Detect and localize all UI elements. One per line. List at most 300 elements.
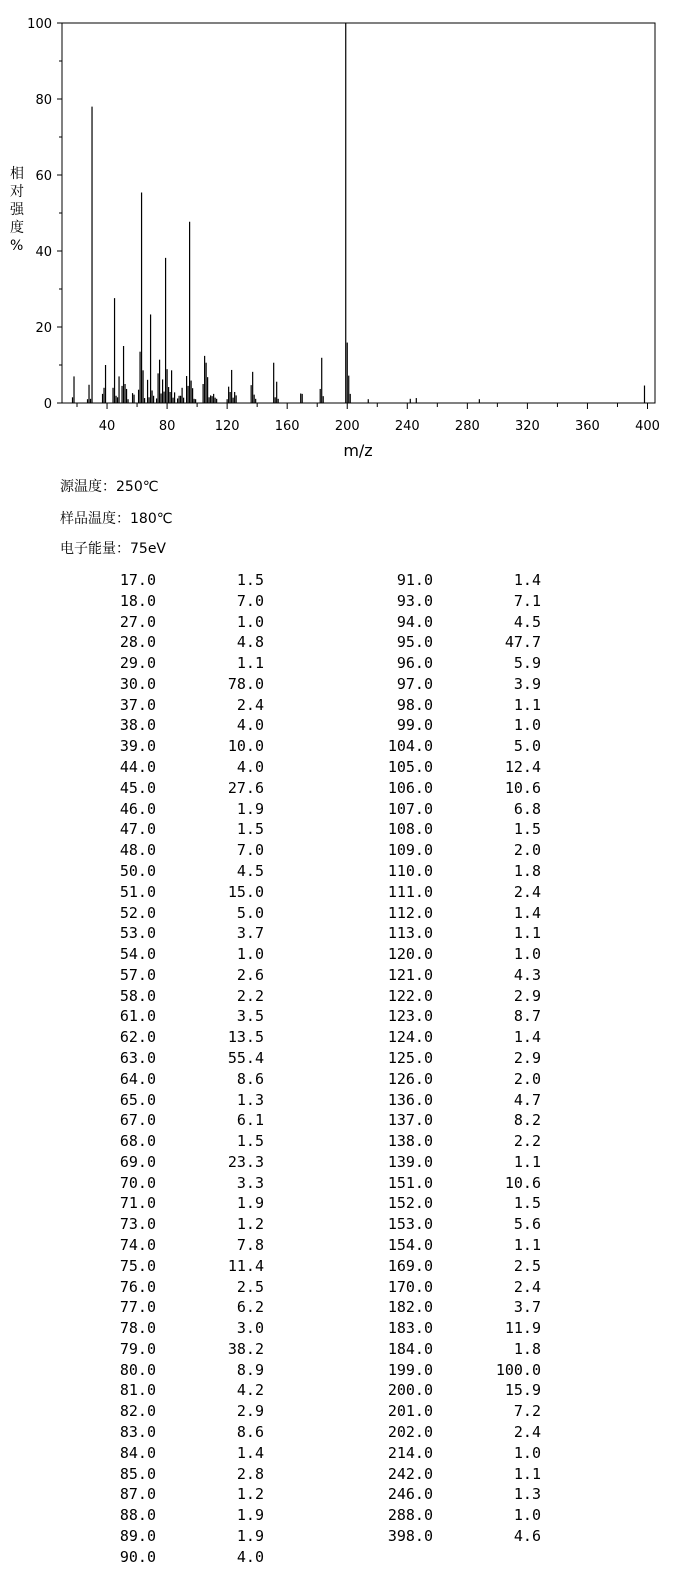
mz-value: 48.0: [119, 841, 156, 860]
table-row: [377, 840, 541, 861]
table-row: [377, 1422, 541, 1443]
table-row: [377, 799, 541, 820]
mz-value: 28.0: [119, 633, 156, 652]
table-row: [100, 1110, 264, 1131]
mz-value: 38.0: [119, 716, 156, 735]
intensity-value: 7.2: [513, 1402, 541, 1421]
mz-value: 104.0: [387, 737, 433, 756]
sample-temperature-value: 180℃: [130, 511, 173, 527]
table-row: [100, 1027, 264, 1048]
mz-value: 200.0: [387, 1381, 433, 1400]
table-row: [377, 653, 541, 674]
table-row: [100, 965, 264, 986]
mz-value: 69.0: [119, 1152, 156, 1171]
table-row: [100, 612, 264, 633]
intensity-value: 4.2: [236, 1381, 264, 1400]
x-tick-label: 120: [214, 419, 240, 434]
table-row: [100, 1526, 264, 1547]
intensity-value: 1.4: [513, 903, 541, 922]
intensity-value: 4.0: [236, 716, 264, 735]
mz-value: 39.0: [119, 737, 156, 756]
y-tick-label: 0: [43, 397, 52, 412]
intensity-value: 27.6: [227, 778, 264, 797]
mz-value: 18.0: [119, 591, 156, 610]
table-row: [377, 612, 541, 633]
y-axis-label: [10, 165, 25, 254]
table-row: [377, 1297, 541, 1318]
table-row: [100, 1131, 264, 1152]
intensity-value: 10.6: [504, 1173, 541, 1192]
intensity-value: 2.0: [513, 1069, 541, 1088]
mz-value: 288.0: [387, 1506, 433, 1525]
intensity-value: 1.8: [513, 861, 541, 880]
table-row: [377, 923, 541, 944]
source-temperature: [60, 476, 158, 496]
table-row: [100, 861, 264, 882]
intensity-value: 2.0: [513, 841, 541, 860]
mz-value: 122.0: [387, 986, 433, 1005]
intensity-value: 10.6: [504, 778, 541, 797]
mz-value: 137.0: [387, 1111, 433, 1130]
intensity-value: 1.5: [236, 820, 264, 839]
mz-value: 30.0: [119, 674, 156, 693]
x-tick-label: 80: [158, 419, 176, 434]
intensity-value: 8.6: [236, 1423, 264, 1442]
table-row: [100, 1214, 264, 1235]
table-row: [377, 903, 541, 924]
table-row: [100, 1505, 264, 1526]
table-row: [100, 1090, 264, 1111]
mz-value: 54.0: [119, 945, 156, 964]
intensity-value: 2.5: [513, 1256, 541, 1275]
table-row: [377, 819, 541, 840]
intensity-value: 4.0: [236, 1547, 264, 1566]
intensity-value: 7.8: [236, 1236, 264, 1254]
intensity-value: 1.4: [236, 1443, 264, 1462]
table-row: [100, 1360, 264, 1381]
mz-value: 246.0: [387, 1485, 433, 1504]
mz-value: 62.0: [119, 1028, 156, 1047]
x-tick-label: 240: [394, 419, 420, 434]
table-row: [100, 757, 264, 778]
table-row: [377, 1505, 541, 1526]
table-row: [377, 986, 541, 1007]
y-axis-label-char: 相: [10, 166, 24, 182]
intensity-value: 6.2: [236, 1298, 264, 1317]
intensity-value: 1.0: [236, 945, 264, 964]
intensity-value: 2.4: [513, 1423, 541, 1442]
mz-value: 81.0: [119, 1381, 156, 1400]
mz-value: 154.0: [387, 1236, 433, 1254]
mz-value: 138.0: [387, 1132, 433, 1151]
mz-value: 75.0: [119, 1256, 156, 1275]
mz-value: 108.0: [387, 820, 433, 839]
table-row: [377, 1027, 541, 1048]
intensity-value: 1.9: [236, 1526, 264, 1545]
intensity-value: 10.0: [227, 737, 264, 756]
intensity-value: 3.7: [513, 1298, 541, 1317]
table-row: [100, 1069, 264, 1090]
mz-value: 152.0: [387, 1194, 433, 1213]
intensity-value: 2.4: [513, 1277, 541, 1296]
intensity-value: 4.6: [513, 1526, 541, 1545]
intensity-value: 3.7: [236, 924, 264, 943]
table-row: [100, 1318, 264, 1339]
mz-value: 105.0: [387, 758, 433, 777]
mz-value: 151.0: [387, 1173, 433, 1192]
table-row: [100, 1277, 264, 1298]
table-row: [100, 1443, 264, 1464]
table-row: [377, 1048, 541, 1069]
mz-value: 58.0: [119, 986, 156, 1005]
intensity-value: 1.9: [236, 799, 264, 818]
intensity-value: 3.3: [236, 1173, 264, 1192]
intensity-value: 3.0: [236, 1319, 264, 1338]
intensity-value: 15.9: [504, 1381, 541, 1400]
y-axis-label-char: 对: [10, 184, 24, 200]
table-row: [377, 736, 541, 757]
mz-value: 93.0: [396, 591, 433, 610]
mz-value: 37.0: [119, 695, 156, 714]
mz-value: 67.0: [119, 1111, 156, 1130]
y-tick-label: 100: [27, 17, 52, 32]
intensity-value: 2.8: [236, 1464, 264, 1483]
intensity-value: 15.0: [227, 882, 264, 901]
intensity-value: 1.0: [513, 1443, 541, 1462]
table-row: [377, 1484, 541, 1505]
mz-value: 47.0: [119, 820, 156, 839]
intensity-value: 12.4: [504, 758, 541, 777]
table-row: [377, 1256, 541, 1277]
intensity-value: 8.9: [236, 1360, 264, 1379]
x-tick-label: 200: [334, 419, 360, 434]
intensity-value: 3.9: [513, 674, 541, 693]
x-tick-label: 280: [454, 419, 480, 434]
table-row: [377, 1277, 541, 1298]
mz-value: 94.0: [396, 612, 433, 631]
source-temperature-value: 250℃: [116, 479, 159, 495]
intensity-value: 1.1: [513, 924, 541, 943]
mz-value: 202.0: [387, 1423, 433, 1442]
intensity-value: 2.9: [236, 1402, 264, 1421]
intensity-value: 23.3: [227, 1152, 264, 1171]
table-row: [377, 632, 541, 653]
intensity-value: 13.5: [227, 1028, 264, 1047]
mz-value: 29.0: [119, 654, 156, 673]
table-row: [100, 1401, 264, 1422]
table-row: [100, 1173, 264, 1194]
table-row: [377, 778, 541, 799]
intensity-value: 1.9: [236, 1194, 264, 1213]
table-row: [100, 1256, 264, 1277]
mz-value: 44.0: [119, 758, 156, 777]
intensity-value: 4.3: [513, 965, 541, 984]
intensity-value: 6.8: [513, 799, 541, 818]
mz-value: 82.0: [119, 1402, 156, 1421]
mz-value: 89.0: [119, 1526, 156, 1545]
table-row: [377, 1526, 541, 1547]
table-row: [100, 882, 264, 903]
sample-temperature-label: 样品温度：: [60, 511, 130, 527]
intensity-value: 4.7: [513, 1090, 541, 1109]
y-axis-label-char: 度: [10, 220, 24, 236]
intensity-value: 1.1: [513, 1464, 541, 1483]
y-tick-label: 20: [35, 321, 52, 336]
mz-value: 80.0: [119, 1360, 156, 1379]
mz-value: 74.0: [119, 1236, 156, 1254]
mz-value: 120.0: [387, 945, 433, 964]
peak-table-left: [100, 570, 264, 1568]
electron-energy-value: 75eV: [130, 541, 167, 557]
intensity-value: 5.0: [236, 903, 264, 922]
intensity-value: 1.1: [513, 1152, 541, 1171]
intensity-value: 8.6: [236, 1069, 264, 1088]
mz-value: 124.0: [387, 1028, 433, 1047]
mz-value: 126.0: [387, 1069, 433, 1088]
intensity-value: 1.4: [513, 1028, 541, 1047]
table-row: [377, 1110, 541, 1131]
table-row: [100, 986, 264, 1007]
intensity-value: 47.7: [504, 633, 541, 652]
intensity-value: 1.8: [513, 1339, 541, 1358]
intensity-value: 2.9: [513, 986, 541, 1005]
intensity-value: 1.2: [236, 1485, 264, 1504]
mz-value: 61.0: [119, 1007, 156, 1026]
intensity-value: 7.0: [236, 841, 264, 860]
mz-value: 52.0: [119, 903, 156, 922]
table-row: [377, 674, 541, 695]
intensity-value: 1.5: [513, 1194, 541, 1213]
intensity-value: 4.0: [236, 758, 264, 777]
table-row: [377, 1380, 541, 1401]
table-row: [100, 1380, 264, 1401]
table-row: [100, 1152, 264, 1173]
table-row: [100, 903, 264, 924]
mz-value: 85.0: [119, 1464, 156, 1483]
intensity-value: 5.9: [513, 654, 541, 673]
intensity-value: 11.9: [504, 1319, 541, 1338]
mz-value: 201.0: [387, 1402, 433, 1421]
intensity-value: 2.6: [236, 965, 264, 984]
mz-value: 51.0: [119, 882, 156, 901]
intensity-value: 1.3: [236, 1090, 264, 1109]
table-row: [377, 1464, 541, 1485]
table-row: [377, 591, 541, 612]
table-row: [377, 1339, 541, 1360]
table-row: [377, 882, 541, 903]
mz-value: 87.0: [119, 1485, 156, 1504]
table-row: [100, 799, 264, 820]
intensity-value: 55.4: [227, 1048, 264, 1067]
source-temperature-label: 源温度：: [60, 479, 116, 495]
table-row: [377, 715, 541, 736]
mz-value: 96.0: [396, 654, 433, 673]
peak-table-right: [377, 570, 541, 1547]
x-tick-label: 360: [575, 419, 600, 434]
mz-value: 170.0: [387, 1277, 433, 1296]
table-row: [377, 1069, 541, 1090]
mz-value: 111.0: [387, 882, 433, 901]
table-row: [100, 736, 264, 757]
table-row: [377, 1214, 541, 1235]
intensity-value: 1.5: [236, 1132, 264, 1151]
intensity-value: 1.3: [513, 1485, 541, 1504]
intensity-value: 6.1: [236, 1111, 264, 1130]
table-row: [100, 1547, 264, 1568]
mz-value: 73.0: [119, 1215, 156, 1234]
mz-value: 125.0: [387, 1048, 433, 1067]
mz-value: 107.0: [387, 799, 433, 818]
table-row: [377, 1173, 541, 1194]
intensity-value: 4.8: [236, 633, 264, 652]
table-row: [100, 715, 264, 736]
intensity-value: 2.4: [513, 882, 541, 901]
mass-spectrum-chart: [0, 0, 680, 470]
mz-value: 50.0: [119, 861, 156, 880]
table-row: [100, 1006, 264, 1027]
intensity-value: 1.0: [236, 612, 264, 631]
y-tick-label: 60: [35, 169, 52, 184]
table-row: [377, 1193, 541, 1214]
mz-value: 242.0: [387, 1464, 433, 1483]
table-row: [377, 1152, 541, 1173]
intensity-value: 1.5: [513, 820, 541, 839]
intensity-value: 2.2: [236, 986, 264, 1005]
table-row: [377, 1006, 541, 1027]
mz-value: 398.0: [387, 1526, 433, 1545]
table-row: [377, 1443, 541, 1464]
intensity-value: 78.0: [227, 674, 264, 693]
mz-value: 65.0: [119, 1090, 156, 1109]
intensity-value: 8.2: [513, 1111, 541, 1130]
mz-value: 46.0: [119, 799, 156, 818]
table-row: [100, 632, 264, 653]
table-row: [377, 757, 541, 778]
x-tick-label: 400: [635, 419, 660, 434]
electron-energy-label: 电子能量：: [60, 541, 130, 557]
x-tick-label: 320: [514, 419, 540, 434]
intensity-value: 7.1: [513, 591, 541, 610]
intensity-value: 2.4: [236, 695, 264, 714]
mz-value: 70.0: [119, 1173, 156, 1192]
mz-value: 63.0: [119, 1048, 156, 1067]
table-row: [100, 840, 264, 861]
mz-value: 27.0: [119, 612, 156, 631]
mz-value: 110.0: [387, 861, 433, 880]
intensity-value: 8.7: [513, 1007, 541, 1026]
mz-value: 113.0: [387, 924, 433, 943]
intensity-value: 38.2: [227, 1339, 264, 1358]
mz-value: 78.0: [119, 1319, 156, 1338]
mz-value: 136.0: [387, 1090, 433, 1109]
intensity-value: 1.0: [513, 1506, 541, 1525]
table-row: [377, 1401, 541, 1422]
y-tick-label: 80: [35, 93, 52, 108]
mz-value: 99.0: [396, 716, 433, 735]
intensity-value: 5.6: [513, 1215, 541, 1234]
mz-value: 64.0: [119, 1069, 156, 1088]
intensity-value: 7.0: [236, 591, 264, 610]
x-axis: [77, 403, 660, 434]
table-row: [100, 923, 264, 944]
table-row: [100, 653, 264, 674]
table-row: [377, 861, 541, 882]
table-row: [377, 695, 541, 716]
mz-value: 95.0: [396, 633, 433, 652]
intensity-value: 100.0: [495, 1360, 541, 1379]
intensity-value: 11.4: [227, 1256, 264, 1275]
intensity-value: 1.5: [236, 571, 264, 589]
table-row: [100, 674, 264, 695]
table-row: [100, 695, 264, 716]
table-row: [100, 1235, 264, 1256]
mz-value: 91.0: [396, 571, 433, 589]
table-row: [377, 1360, 541, 1381]
mz-value: 123.0: [387, 1007, 433, 1026]
intensity-value: 1.1: [513, 1236, 541, 1254]
mz-value: 17.0: [119, 571, 156, 589]
mz-value: 183.0: [387, 1319, 433, 1338]
intensity-value: 1.0: [513, 945, 541, 964]
mz-value: 106.0: [387, 778, 433, 797]
table-row: [100, 1339, 264, 1360]
mz-value: 182.0: [387, 1298, 433, 1317]
mz-value: 79.0: [119, 1339, 156, 1358]
table-row: [377, 1235, 541, 1256]
y-axis-label-char: %: [10, 238, 24, 254]
intensity-value: 4.5: [236, 861, 264, 880]
intensity-value: 2.2: [513, 1132, 541, 1151]
intensity-value: 4.5: [513, 612, 541, 631]
mz-value: 112.0: [387, 903, 433, 922]
intensity-value: 2.9: [513, 1048, 541, 1067]
mz-value: 88.0: [119, 1506, 156, 1525]
intensity-value: 2.5: [236, 1277, 264, 1296]
intensity-value: 3.5: [236, 1007, 264, 1026]
table-row: [377, 1131, 541, 1152]
table-row: [377, 1090, 541, 1111]
intensity-value: 1.1: [236, 654, 264, 673]
table-row: [100, 944, 264, 965]
mz-value: 199.0: [387, 1360, 433, 1379]
intensity-value: 1.4: [513, 571, 541, 589]
table-row: [100, 1048, 264, 1069]
table-row: [100, 1193, 264, 1214]
x-axis-label: m/z: [343, 441, 373, 460]
y-tick-label: 40: [35, 245, 52, 260]
table-row: [100, 778, 264, 799]
intensity-value: 5.0: [513, 737, 541, 756]
mz-value: 184.0: [387, 1339, 433, 1358]
y-axis: [27, 17, 62, 412]
electron-energy: [60, 538, 166, 558]
x-tick-label: 160: [274, 419, 300, 434]
table-row: [377, 1318, 541, 1339]
mz-value: 68.0: [119, 1132, 156, 1151]
mz-value: 57.0: [119, 965, 156, 984]
mz-value: 45.0: [119, 778, 156, 797]
table-row: [100, 1422, 264, 1443]
intensity-value: 1.0: [513, 716, 541, 735]
mz-value: 90.0: [119, 1547, 156, 1566]
table-row: [100, 819, 264, 840]
intensity-value: 1.2: [236, 1215, 264, 1234]
table-row: [100, 1484, 264, 1505]
table-row: [100, 1464, 264, 1485]
mz-value: 139.0: [387, 1152, 433, 1171]
mz-value: 97.0: [396, 674, 433, 693]
sample-temperature: [60, 508, 172, 528]
